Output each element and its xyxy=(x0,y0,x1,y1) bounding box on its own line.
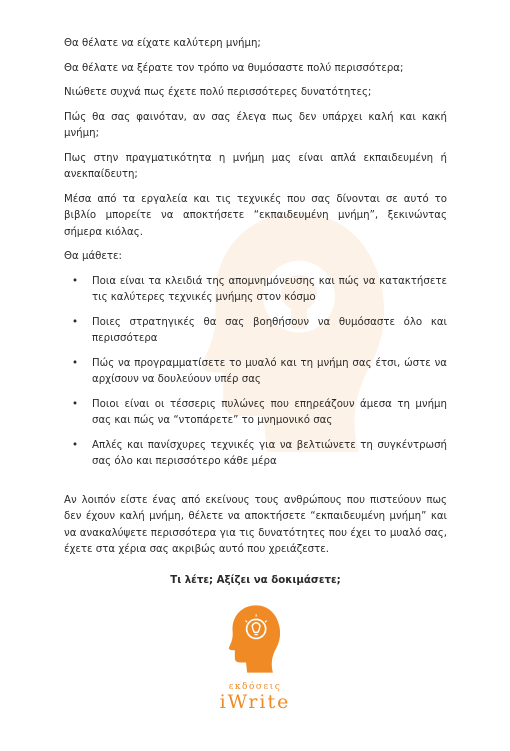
list-item: • Ποιοι είναι οι τέσσερις πυλώνες που επηρεάζουν άμεσα τη μνήμη σας και πώς να “ντοπάρετε” το μνημονικό σας xyxy=(70,397,447,430)
paragraph-3: Νιώθετε συχνά πως έχετε πολύ περισσότερες δυνατότητες; xyxy=(64,87,372,98)
paragraph-6: Μέσα από τα εργαλεία και τις τεχνικές που σας δίνονται σε αυτό το βιβλίο μπορείτε να αποκτήσετε “εκπαιδευμένη μνήμη”, ξεκινώντας σήμερα κιόλας. xyxy=(64,193,447,238)
publisher-label: εκδόσεις xyxy=(228,682,282,692)
paragraph-4: Πώς θα σας φαινόταν, αν σας έλεγα πως δεν υπάρχει καλή και κακή μνήμη; xyxy=(64,111,447,139)
list-item: • Ποιες στρατηγικές θα σας βοηθήσουν να θυμόσαστε όλο και περισσότερα xyxy=(70,315,447,348)
brand-name: iWrite xyxy=(219,691,291,713)
list-intro: Θα μάθετε: xyxy=(64,251,122,262)
closing-paragraph: Αν λοιπόν είστε ένας από εκείνους τους ανθρώπους που πιστεύουν πως δεν έχουν καλή μνήμη, θέλετε να αποκτήσετε “εκπαιδευμένη μνήμη” και να ανακαλύψετε περισσότερα για τις δυνατότητες που έχει το μυαλό σας, έχετε στα χέρια σας ακριβώς αυτό που χρειάζεστε. xyxy=(64,494,447,555)
list-item: • Πώς να προγραμματίσετε το μυαλό και τη μνήμη σας έτσι, ώστε να αρχίσουν να δουλεύουν υπέρ σας xyxy=(70,356,447,389)
paragraph-1: Θα θέλατε να είχατε καλύτερη μνήμη; xyxy=(64,38,261,49)
paragraph-5: Πως στην πραγματικότητα η μνήμη μας είναι απλά εκπαιδευμένη ή ανεκπαίδευτη; xyxy=(64,152,447,180)
list-item: • Ποια είναι τα κλειδιά της απομνημόνευσης και πώς να κατακτήσετε τις καλύτερες τεχνικές μνήμης στον κόσμο xyxy=(70,274,447,307)
benefits-list xyxy=(64,274,447,471)
head-lightbulb-icon xyxy=(227,598,283,680)
call-to-action: Τι λέτε; Αξίζει να δοκιμάσετε; xyxy=(170,574,341,586)
document-body xyxy=(64,36,447,597)
publisher-logo xyxy=(210,598,300,728)
paragraph-2: Θα θέλατε να ξέρατε τον τρόπο να θυμόσαστε πολύ περισσότερα; xyxy=(64,62,404,74)
list-item: • Απλές και πανίσχυρες τεχνικές για να βελτιώνετε τη συγκέντρωσή σας όλο και περισσότερο κάθε μέρα xyxy=(70,438,447,471)
